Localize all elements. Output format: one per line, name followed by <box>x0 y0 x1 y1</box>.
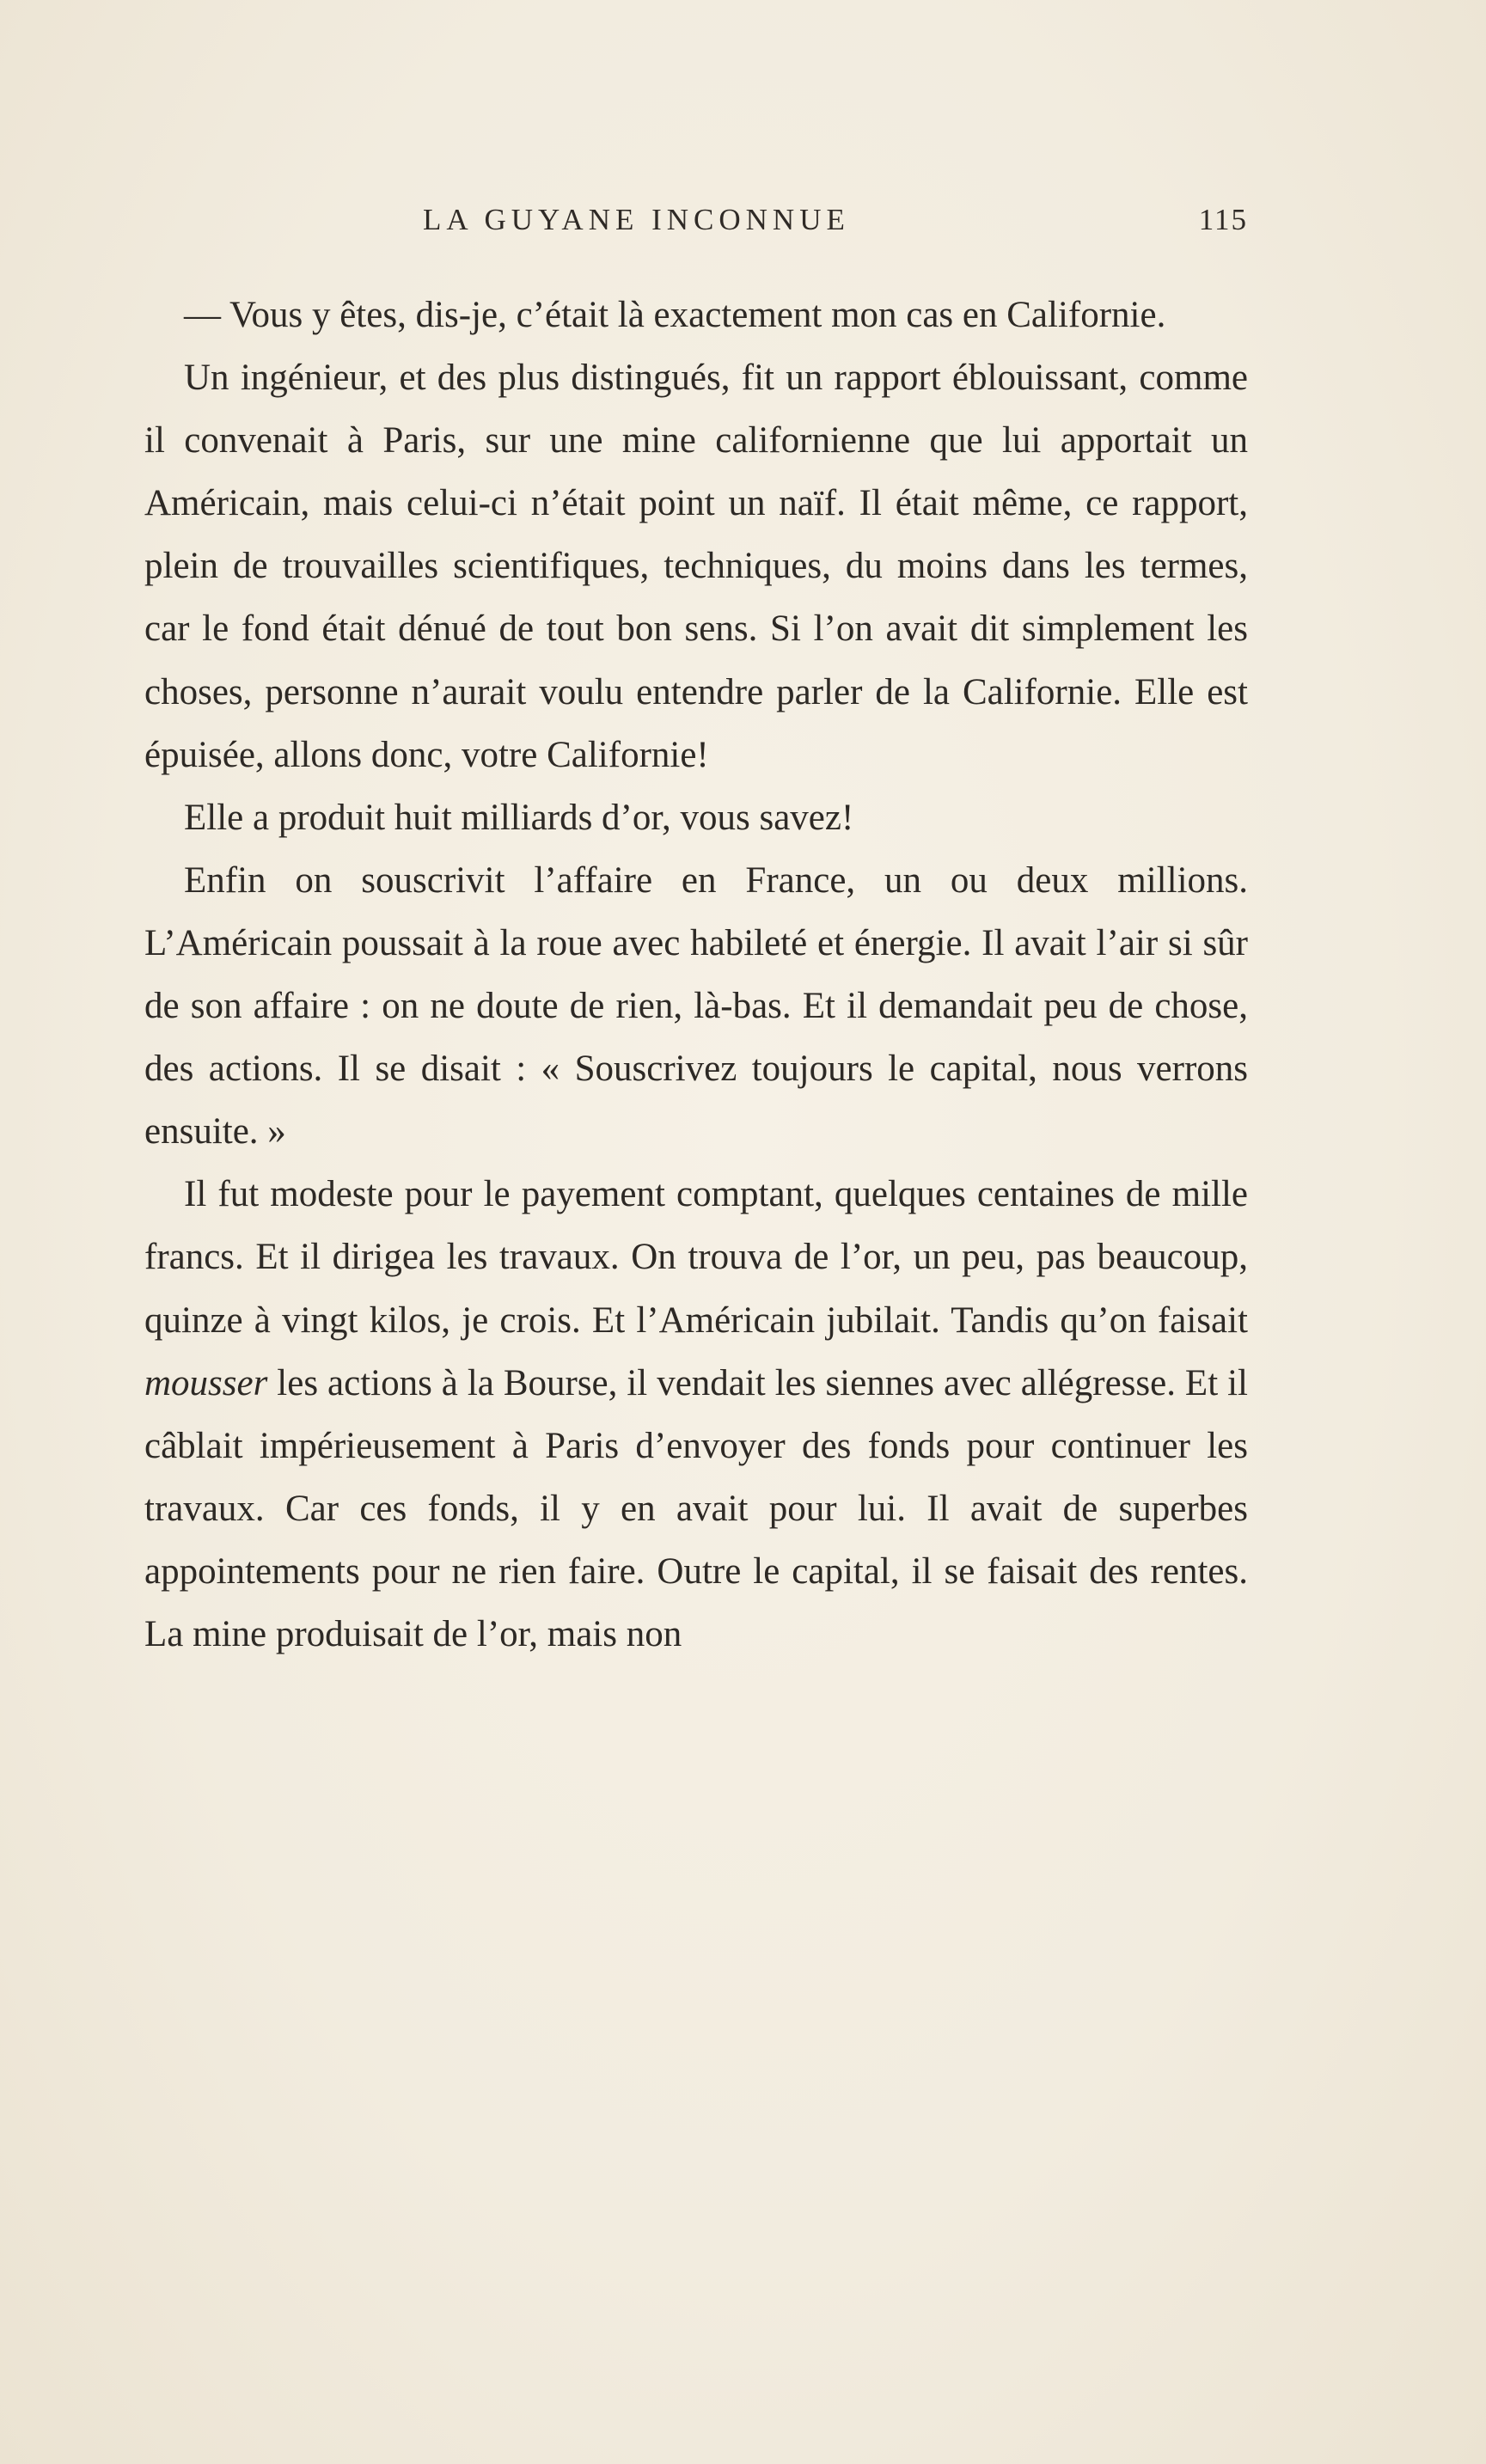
paragraph: Elle a produit huit milliards d’or, vous savez! <box>184 797 854 838</box>
paragraph: Un ingénieur, et des plus distingués, fit un rapport éblouissant, comme il convenait à Paris, sur une mine californienne que lui apportait un Américain, mais celui-ci n’était point un naïf. Il était même, ce rapport, plein de trouvailles scientifiques, techniques, du moins dans les termes, car le fond était dénué de tout bon sens. Si l’on avait dit simplement les choses, personne n’aurait voulu entendre parler de la Californie. Elle est épuisée, allons donc, votre Californie! <box>144 358 1248 775</box>
page-header <box>144 199 1248 251</box>
running-title: LA GUYANE INCONNUE <box>423 203 850 236</box>
paragraph-last <box>144 1163 1248 1666</box>
paragraph: Enfin on souscrivit l’affaire en France, un ou deux millions. L’Américain poussait à la roue avec habileté et énergie. Il avait l’air si sûr de son affaire : on ne doute de rien, là-bas. Et il demandait peu de chose, des actions. Il se disait : « Souscrivez toujours le capital, nous verrons ensuite. » <box>144 859 1248 1153</box>
italic-word: mousser <box>144 1362 268 1403</box>
text-run: les actions à la Bourse, il vendait les siennes avec allégresse. Et il câblait impérieusement à Paris d’envoyer des fonds pour continuer les travaux. Car ces fonds, il y en avait pour lui. Il avait de superbes appointements pour ne rien faire. Outre le capital, il se faisait des rentes. La mine produisait de l’or, mais non <box>144 1362 1248 1654</box>
body-text <box>144 284 1248 1666</box>
paragraph: — Vous y êtes, dis-je, c’était là exactement mon cas en Californie. <box>184 295 1166 335</box>
text-run: Il fut modeste pour le payement comptant, quelques centaines de mille francs. Et il dirigea les travaux. On trouva de l’or, un peu, pas beaucoup, quinze à vingt kilos, je crois. Et l’Américain jubilait. Tandis qu’on faisait <box>144 1174 1248 1341</box>
page-number: 115 <box>1198 203 1248 236</box>
